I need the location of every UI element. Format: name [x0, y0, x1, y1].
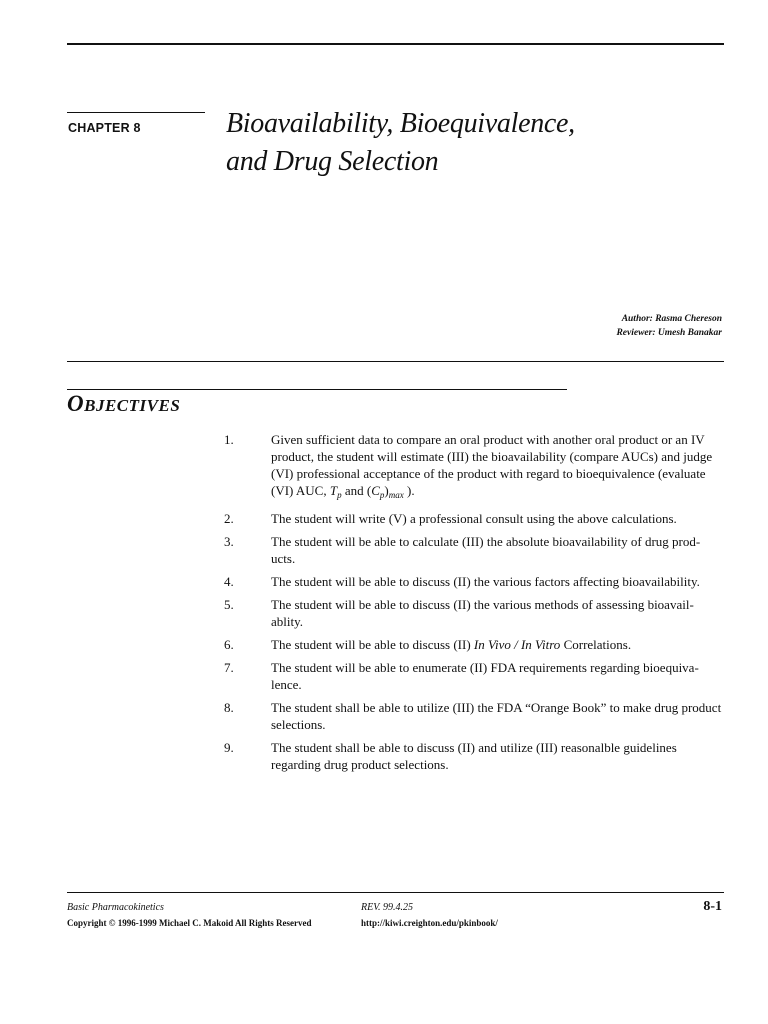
top-rule	[67, 43, 724, 45]
objective-item	[224, 510, 724, 527]
page-number: 8-1	[703, 899, 722, 914]
in-vivo-in-vitro-phrase: In Vivo / In Vitro	[473, 637, 561, 652]
footer-url: http://kiwi.creighton.edu/pkinbook/	[361, 918, 498, 928]
objective-text: The student will be able to discuss (II) In Vivo / In Vitro Correlations.	[271, 637, 632, 652]
objective-item	[224, 431, 724, 504]
objective-text: The student will be able to enumerate (II) FDA requirements regarding bioequiva-lence.	[271, 660, 699, 692]
footer-revision: REV. 99.4.25	[361, 902, 414, 913]
objective-number: 3.	[224, 534, 234, 549]
objective-text: The student will be able to calculate (III) the absolute bioavailability of drug prod-ucts.	[271, 534, 701, 566]
objective-number: 5.	[224, 597, 234, 612]
objective-number: 2.	[224, 511, 234, 526]
chapter-rule	[67, 112, 205, 113]
objective-text: The student will write (V) a professional consult using the above calculations.	[271, 511, 677, 526]
chapter-title-line-1: Bioavailability, Bioequivalence,	[226, 108, 575, 139]
objectives-list	[224, 431, 724, 779]
author-credit: Author: Rasma Chereson	[621, 314, 722, 324]
objectives-heading	[67, 391, 180, 417]
objectives-heading-rest: BJECTIVES	[84, 396, 181, 415]
objective-text: The student shall be able to discuss (II) and utilize (III) reasonalble guidelines regarding drug product selections.	[271, 740, 677, 772]
objectives-rule	[67, 389, 567, 390]
objective-number: 6.	[224, 637, 234, 652]
objective-number: 7.	[224, 660, 234, 675]
footer-book-title: Basic Pharmacokinetics	[67, 902, 164, 913]
cp-max-subscript: max	[388, 490, 404, 500]
objective-item	[224, 596, 724, 630]
objective-text: Given sufficient data to compare an oral product with another oral product or an IV product, the student will estimate (III) the bioavailability (compare AUCs) and judge (VI) professional acceptance of the product with regard to bioequivalence (evaluate (VI) AUC, $T_p$ and $(C_p)_{max}$ ).	[271, 432, 713, 500]
footer-rule	[67, 892, 724, 893]
objective-item	[224, 533, 724, 567]
objective-number: 1.	[224, 432, 234, 447]
objective-number: 8.	[224, 700, 234, 715]
section-rule	[67, 361, 724, 362]
tp-subscript: p	[337, 490, 342, 500]
objective-text: The student will be able to discuss (II) the various factors affecting bioavailability.	[271, 574, 700, 589]
objective-item	[224, 636, 724, 653]
cp-subscript: p	[379, 490, 385, 500]
chapter-title	[226, 105, 575, 181]
objective-number: 4.	[224, 574, 234, 589]
reviewer-credit: Reviewer: Umesh Banakar	[616, 328, 722, 338]
objective-item	[224, 739, 724, 773]
objectives-heading-initial: O	[67, 391, 85, 416]
objective-number: 9.	[224, 740, 234, 755]
objective-text: The student will be able to discuss (II) the various methods of assessing bioavail-ablity.	[271, 597, 694, 629]
cp-symbol: C	[371, 483, 380, 498]
tp-symbol: T	[329, 483, 338, 498]
objective-item	[224, 573, 724, 590]
objective-item	[224, 699, 724, 733]
chapter-label: CHAPTER 8	[68, 121, 141, 135]
objective-item	[224, 659, 724, 693]
chapter-title-line-2: and Drug Selection	[226, 146, 439, 177]
objective-text: The student shall be able to utilize (III) the FDA “Orange Book” to make drug product selections.	[271, 700, 722, 732]
footer-copyright: Copyright © 1996-1999 Michael C. Makoid All Rights Reserved	[67, 918, 312, 928]
credits	[616, 312, 722, 340]
